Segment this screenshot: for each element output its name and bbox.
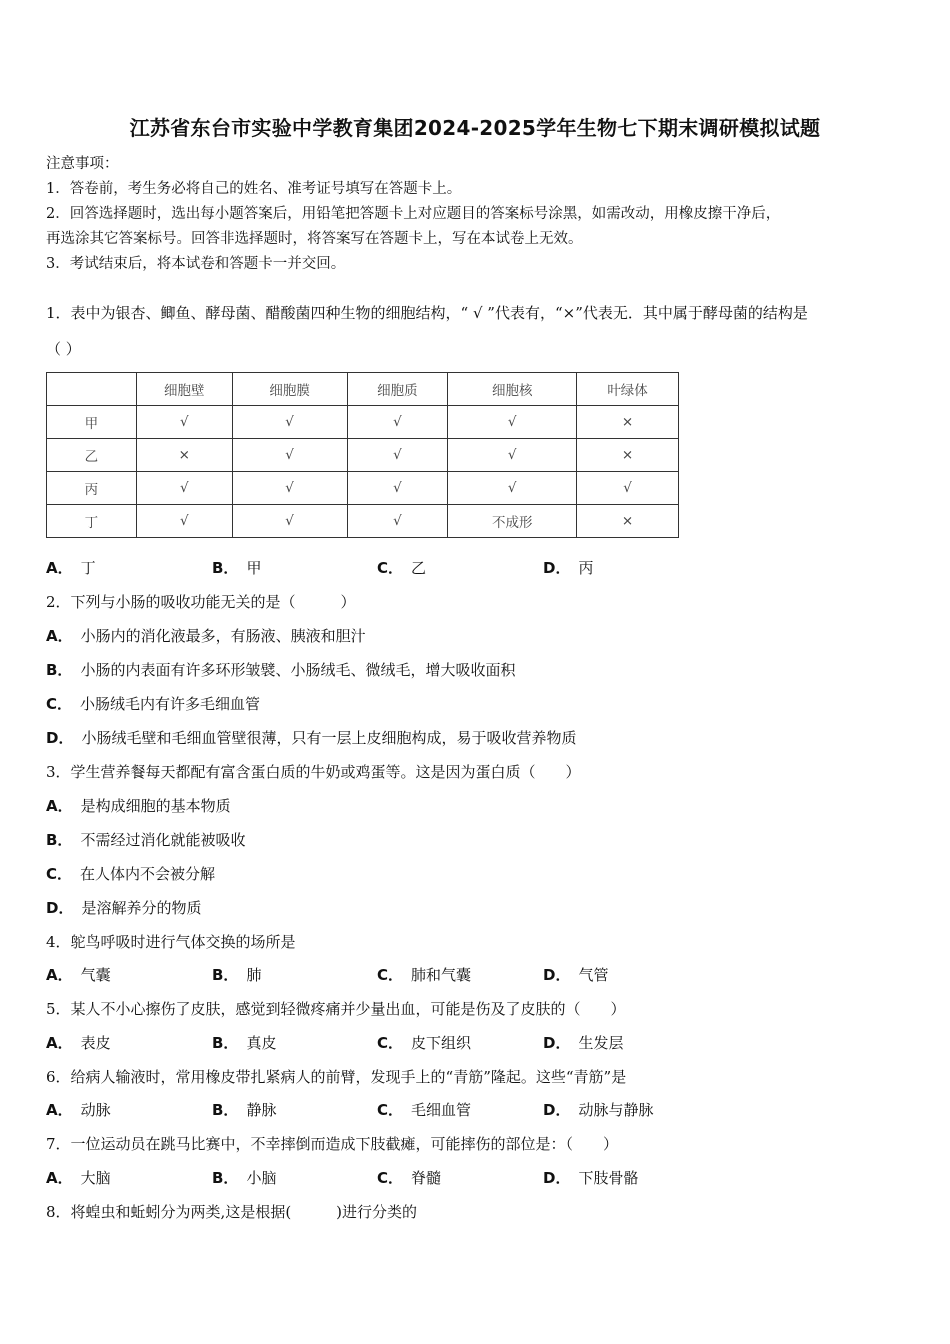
table-cell: 丙 [47, 472, 137, 505]
table-cell: √ [577, 472, 679, 505]
q5-stem: 5．某人不小心擦伤了皮肤，感觉到轻微疼痛并少量出血，可能是伤及了皮肤的（ ） [46, 1000, 626, 1018]
table-cell: √ [347, 472, 448, 505]
q8-stem: 8．将蝗虫和蚯蚓分为两类,这是根据( )进行分类的 [46, 1203, 418, 1221]
table-header-cell [47, 373, 137, 406]
option-c: C． 在人体内不会被分解 [46, 865, 216, 883]
table-cell: 甲 [47, 406, 137, 439]
option-b: B． 小肠的内表面有许多环形皱襞、小肠绒毛、微绒毛，增大吸收面积 [46, 661, 516, 679]
option-a: A． 大脑 [46, 1169, 111, 1187]
option-a: A． 小肠内的消化液最多，有肠液、胰液和胆汁 [46, 627, 366, 645]
table-header-cell: 细胞核 [448, 373, 577, 406]
notice-item: 1．答卷前，考生务必将自己的姓名、准考证号填写在答题卡上。 [46, 181, 462, 197]
notice-heading: 注意事项： [46, 156, 119, 172]
option-b: B． 真皮 [212, 1034, 277, 1052]
option-c: C． 小肠绒毛内有许多毛细血管 [46, 695, 261, 713]
table-cell: √ [347, 406, 448, 439]
option-c: C． 毛细血管 [377, 1101, 472, 1119]
table-cell: × [577, 406, 679, 439]
table-header-cell: 细胞质 [347, 373, 448, 406]
option-b: B． 小脑 [212, 1169, 277, 1187]
option-c: C． 乙 [377, 559, 427, 577]
notice-item: 3．考试结束后，将本试卷和答题卡一并交回。 [46, 256, 346, 272]
notice-item: 2．回答选择题时，选出每小题答案后，用铅笔把答题卡上对应题目的答案标号涂黑，如需改动，用橡皮擦干净后， [46, 206, 781, 222]
table-row [47, 439, 679, 472]
table-row [47, 505, 679, 538]
q4-stem: 4．鸵鸟呼吸时进行气体交换的场所是 [46, 933, 296, 951]
option-c: C． 脊髓 [377, 1169, 442, 1187]
option-d: D． 丙 [543, 559, 594, 577]
q7-stem: 7．一位运动员在跳马比赛中，不幸摔倒而造成下肢截瘫，可能摔伤的部位是：（ ） [46, 1135, 619, 1153]
table-header-row [47, 373, 679, 406]
notice-item: 再选涂其它答案标号。回答非选择题时，将答案写在答题卡上，写在本试卷上无效。 [46, 231, 583, 247]
option-a: A． 动脉 [46, 1101, 111, 1119]
table-cell: √ [136, 406, 232, 439]
option-a: A． 丁 [46, 559, 96, 577]
option-d: D． 是溶解养分的物质 [46, 899, 202, 917]
table-cell: √ [232, 439, 347, 472]
option-a: A． 表皮 [46, 1034, 111, 1052]
table-row [47, 472, 679, 505]
q1-stem: 1．表中为银杏、鲫鱼、酵母菌、醋酸菌四种生物的细胞结构，“ √ ”代表有，“×”代表无．其中属于酵母菌的结构是 [46, 304, 808, 322]
table-cell: √ [232, 406, 347, 439]
table-cell: 不成形 [448, 505, 577, 538]
option-c: C． 肺和气囊 [377, 966, 472, 984]
table-header-cell: 细胞膜 [232, 373, 347, 406]
table-cell: √ [448, 406, 577, 439]
table-cell: √ [448, 472, 577, 505]
table-row [47, 406, 679, 439]
option-b: B． 不需经过消化就能被吸收 [46, 831, 246, 849]
table-header-cell: 叶绿体 [577, 373, 679, 406]
table-header-cell: 细胞壁 [136, 373, 232, 406]
table-cell: 乙 [47, 439, 137, 472]
page-title: 江苏省东台市实验中学教育集团2024-2025学年生物七下期末调研模拟试题 [129, 116, 821, 140]
q2-stem: 2．下列与小肠的吸收功能无关的是（ ） [46, 593, 356, 611]
q6-stem: 6．给病人输液时，常用橡皮带扎紧病人的前臂，发现手上的“青筋”隆起。这些“青筋”是 [46, 1068, 627, 1086]
table-cell: × [136, 439, 232, 472]
table-cell: 丁 [47, 505, 137, 538]
table-cell: √ [136, 472, 232, 505]
table-cell: √ [136, 505, 232, 538]
table-cell: √ [347, 505, 448, 538]
option-b: B． 甲 [212, 559, 262, 577]
table-cell: × [577, 505, 679, 538]
option-d: D． 动脉与静脉 [543, 1101, 654, 1119]
table-cell: √ [347, 439, 448, 472]
option-d: D． 气管 [543, 966, 609, 984]
option-b: B． 肺 [212, 966, 262, 984]
option-b: B． 静脉 [212, 1101, 277, 1119]
option-a: A． 气囊 [46, 966, 111, 984]
option-d: D． 生发层 [543, 1034, 624, 1052]
table-cell: × [577, 439, 679, 472]
option-a: A． 是构成细胞的基本物质 [46, 797, 231, 815]
table-cell: √ [232, 505, 347, 538]
table-cell: √ [232, 472, 347, 505]
option-d: D． 小肠绒毛壁和毛细血管壁很薄，只有一层上皮细胞构成，易于吸收营养物质 [46, 729, 577, 747]
q1-stem-cont: （ ） [46, 340, 81, 358]
option-c: C． 皮下组织 [377, 1034, 472, 1052]
cell-structure-table [46, 372, 679, 538]
option-d: D． 下肢骨骼 [543, 1169, 639, 1187]
table-cell: √ [448, 439, 577, 472]
q3-stem: 3．学生营养餐每天都配有富含蛋白质的牛奶或鸡蛋等。这是因为蛋白质（ ） [46, 763, 581, 781]
